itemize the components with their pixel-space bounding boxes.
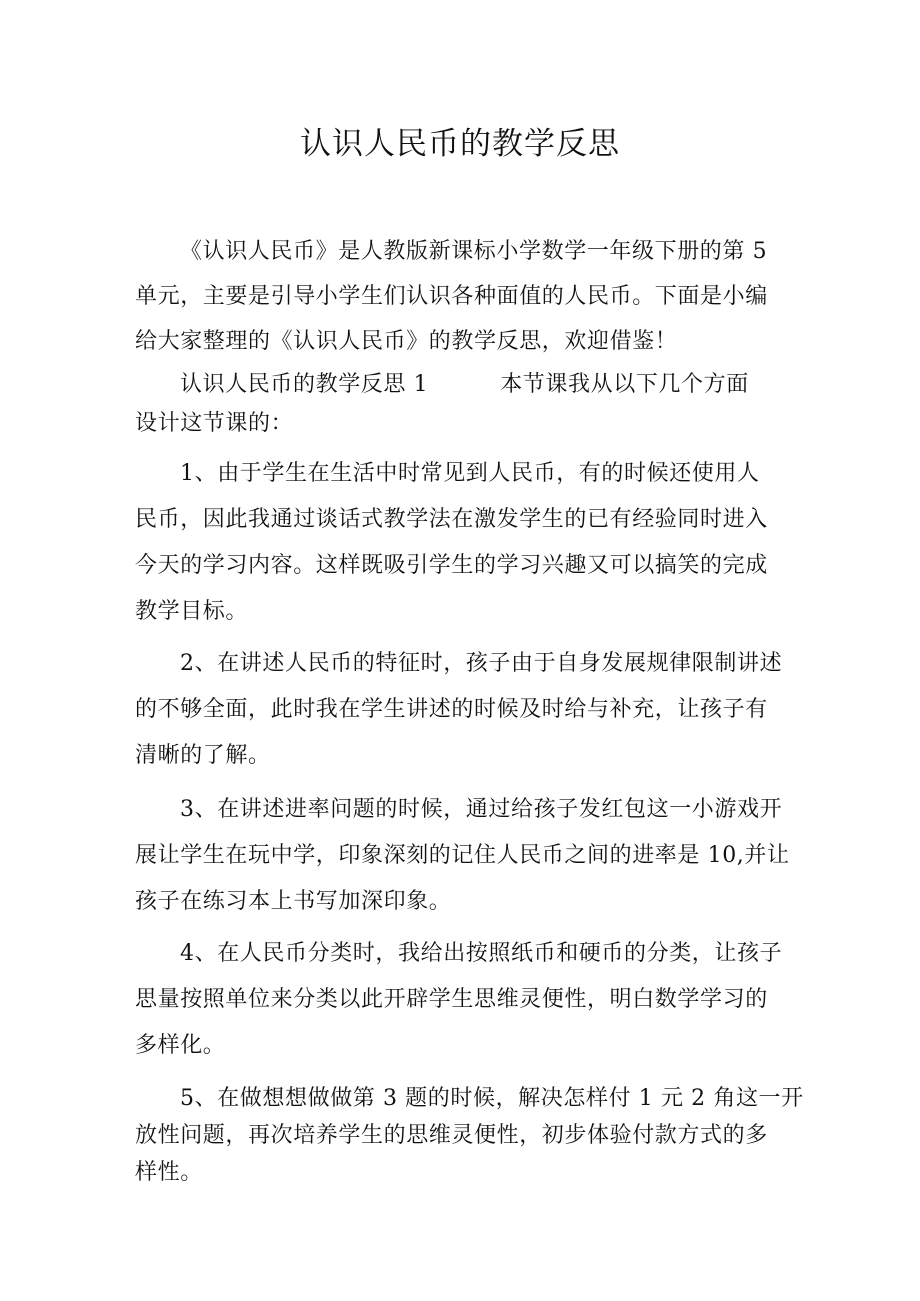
list-item-line: 民币，因此我通过谈话式教学法在激发学生的已有经验同时进入: [135, 507, 768, 532]
list-item-line: 今天的学习内容。这样既吸引学生的学习兴趣又可以搞笑的完成: [135, 553, 768, 578]
list-item-line: 展让学生在玩中学，印象深刻的记住人民币之间的进率是 10,并让: [135, 843, 790, 868]
list-item-line: 3、在讲述进率问题的时候，通过给孩子发红包这一小游戏开: [180, 797, 783, 822]
section-heading: 认识人民币的教学反思 1: [180, 372, 429, 397]
section-lead-continuation: 设计这节课的：: [135, 411, 294, 436]
intro-line: 给大家整理的《认识人民币》的教学反思，欢迎借鉴！: [135, 329, 678, 354]
list-item-line: 孩子在练习本上书写加深印象。: [135, 889, 452, 914]
list-item-line: 多样化。: [135, 1033, 226, 1058]
section-heading-line: [180, 371, 749, 399]
page-title: 认识人民币的教学反思: [300, 126, 620, 162]
list-item-line: 清晰的了解。: [135, 743, 271, 768]
list-item-line: 思量按照单位来分类以此开辟学生思维灵便性，明白数学学习的: [135, 987, 768, 1012]
intro-line: 单元，主要是引导小学生们认识各种面值的人民币。下面是小编: [135, 284, 768, 309]
list-item-line: 的不够全面，此时我在学生讲述的时候及时给与补充，让孩子有: [135, 697, 768, 722]
list-item-line: 放性问题，再次培养学生的思维灵便性，初步体验付款方式的多: [135, 1123, 768, 1148]
intro-line: 《认识人民币》是人教版新课标小学数学一年级下册的第 5: [180, 239, 768, 264]
list-item-line: 5、在做想想做做第 3 题的时候，解决怎样付 1 元 2 角这一开: [180, 1086, 804, 1111]
section-lead: 本节课我从以下几个方面: [500, 372, 749, 397]
list-item-line: 2、在讲述人民币的特征时，孩子由于自身发展规律限制讲述: [180, 651, 783, 676]
list-item-line: 1、由于学生在生活中时常见到人民币，有的时候还使用人: [180, 461, 760, 486]
list-item-line: 教学目标。: [135, 599, 249, 624]
list-item-line: 样性。: [135, 1160, 203, 1185]
list-item-line: 4、在人民币分类时，我给出按照纸币和硬币的分类，让孩子: [180, 941, 783, 966]
